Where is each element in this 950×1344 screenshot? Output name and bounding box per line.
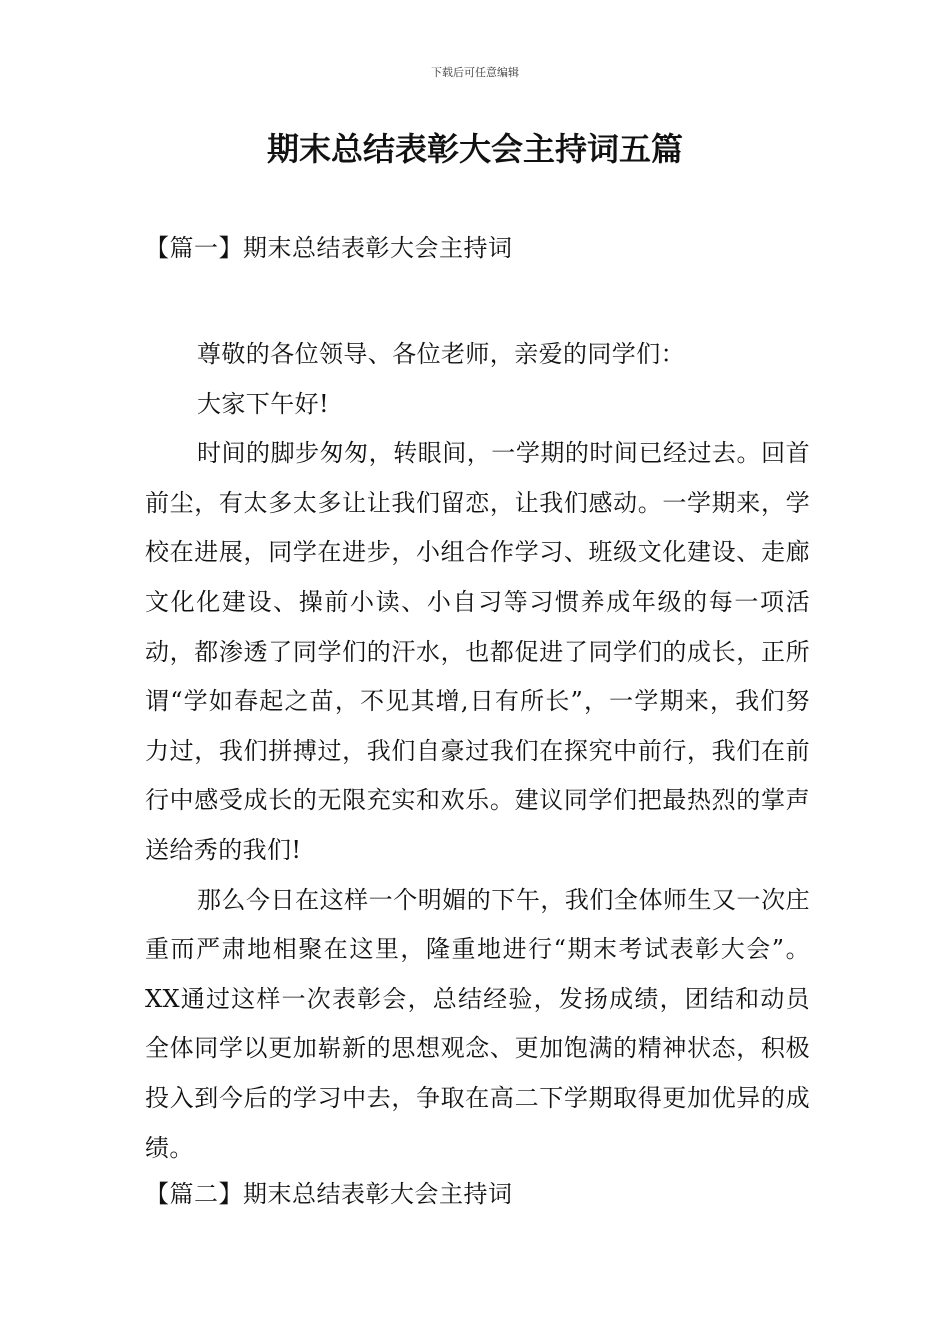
paragraph-review: 时间的脚步匆匆，转眼间，一学期的时间已经过去。回首前尘，有太多太多让让我们留恋，让我们感动。一学期来，学校在进展，同学在进步，小组合作学习、班级文化建设、走廊文化化建设、操前小读、小自习等习惯养成年级的每一项活动，都渗透了同学们的汗水，也都促进了同学们的成长，正所谓“学如春起之苗，不见其增,日有所长”，一学期来，我们努力过，我们拼搏过，我们自豪过我们在探究中前行，我们在前行中感受成长的无限充实和欢乐。建议同学们把最热烈的掌声送给秀的我们! [145, 439, 810, 864]
paragraph-purpose: 那么今日在这样一个明媚的下午，我们全体师生又一次庄重而严肃地相聚在这里，隆重地进行“期末考试表彰大会”。XX通过这样一次表彰会，总结经验，发扬成绩，团结和动员全体同学以更加崭新的思想观念、更加饱满的精神状态，积极投入到今后的学习中去，争取在高二下学期取得更加优异的成绩。 [145, 885, 810, 1162]
section-1-body [145, 330, 810, 1173]
header-note: 下载后可任意编辑 [431, 66, 519, 79]
section-heading-2: 【篇二】期末总结表彰大会主持词 [145, 1180, 513, 1208]
section-heading-1: 【篇一】期末总结表彰大会主持词 [145, 234, 513, 262]
paragraph-greeting: 尊敬的各位领导、各位老师，亲爱的同学们： [197, 340, 685, 368]
paragraph-salutation: 大家下午好! [197, 389, 330, 418]
document-title: 期末总结表彰大会主持词五篇 [266, 130, 683, 168]
